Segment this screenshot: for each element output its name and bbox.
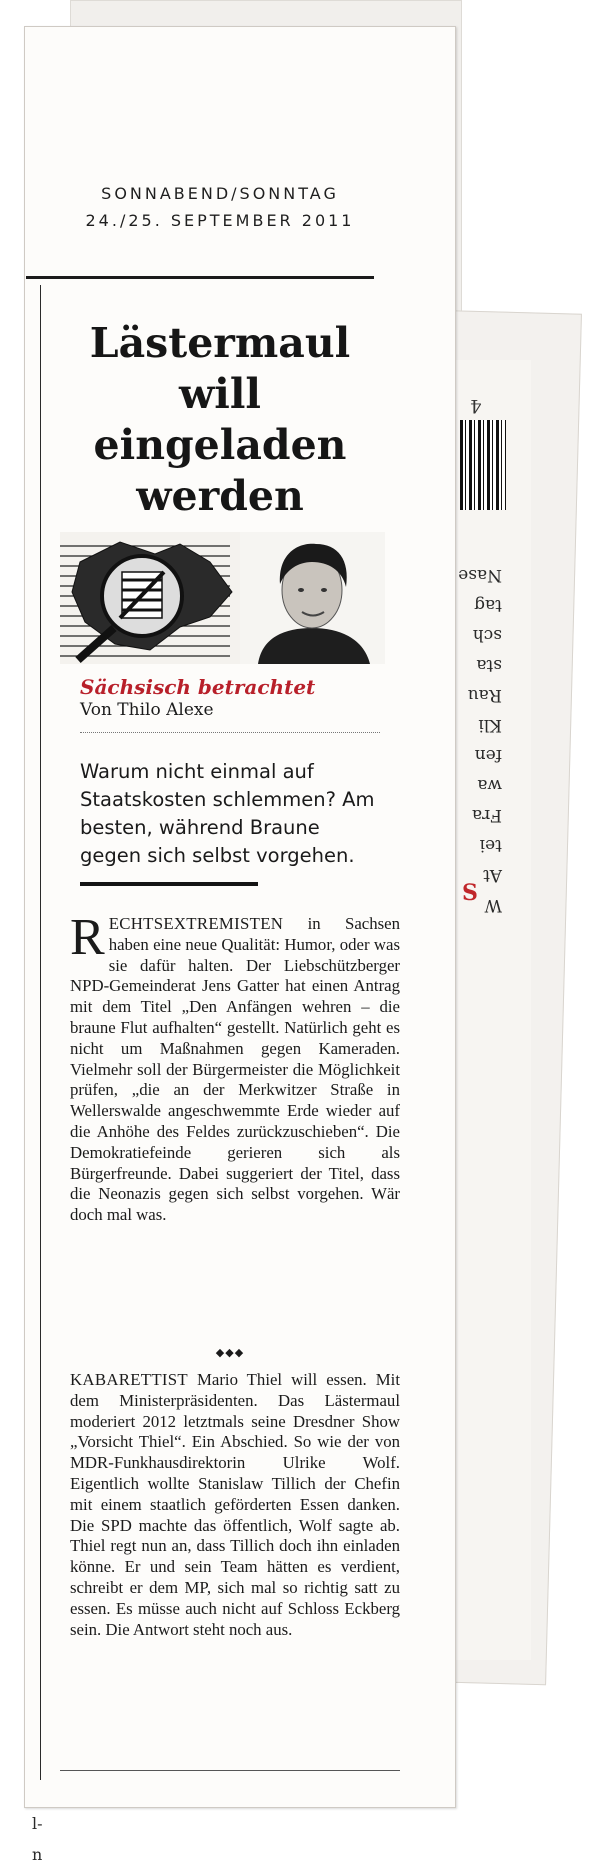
background-fragment: Fra <box>471 805 502 825</box>
background-fragment: At <box>483 865 502 885</box>
drop-cap: R <box>70 909 105 966</box>
article-section-1 <box>70 909 400 1226</box>
section-2-lead: KABARETTIST <box>70 1370 188 1389</box>
teaser: Warum nicht einmal auf Staatskosten schlemmen? Am besten, während Braune gegen sich selbst vorgehen. <box>80 760 375 867</box>
header-rule <box>26 276 374 279</box>
section-1-lead: ECHTSEXTREMISTEN <box>108 914 284 933</box>
section-separator: ◆◆◆ <box>215 1346 245 1359</box>
background-page-number: 4 <box>470 395 482 416</box>
background-fragment: W <box>484 895 502 915</box>
background-text-fragments <box>458 560 502 920</box>
column-rule <box>40 285 41 1780</box>
byline: Von Thilo Alexe <box>80 700 214 720</box>
headline <box>55 318 385 522</box>
background-fragment: Nase <box>458 565 502 585</box>
left-strip-fragment: n <box>32 1845 43 1864</box>
background-fragment: sch <box>472 625 502 645</box>
left-strip-fragment: l- <box>32 1813 43 1833</box>
article-section-2 <box>70 1370 400 1640</box>
background-fragment: wa <box>477 775 502 795</box>
background-fragment: tei <box>479 835 502 855</box>
background-fragment: Rau <box>467 685 502 705</box>
teaser-rule <box>80 882 258 886</box>
bottom-rule <box>60 1770 400 1771</box>
dateline-date: 24./25. SEPTEMBER 2011 <box>85 211 355 230</box>
saxony-coat-of-arms-icon <box>120 572 164 618</box>
headline-line-3: werden <box>136 472 304 520</box>
column-illustration <box>60 532 385 664</box>
background-fragment: tag <box>474 595 502 615</box>
background-fragment: sta <box>476 655 502 675</box>
background-fragment: fen <box>474 745 502 765</box>
dateline <box>40 180 400 234</box>
headline-line-1: Lästermaul <box>89 319 351 367</box>
dotted-divider <box>80 732 380 733</box>
background-fragment: Kli <box>478 715 502 735</box>
headline-line-2: will eingeladen <box>93 370 347 469</box>
section-1-text: in Sachsen haben eine neue Qualität: Humor, oder was sie dafür halten. Der Liebschützberger NPD-Gemeinderat Jens Gatter hat einen Antrag mit dem Titel „Den Anfängen wehren – die braune Flut aufhalten“ gestellt. Natürlich geht es nicht um Maßnahmen gegen Kameraden. Vielmehr soll der Bürgermeister die Möglichkeit prüfen, „die an der Merkwitzer Straße in Wellerswalde angeschwemmte Erde wieder auf die Anhöhe des Feldes zurückzuschieben“. Die Demokratiefeinde gerieren sich als Bürgerfreunde. Dabei suggeriert der Titel, dass die Neonazis gegen sich selbst vorgehen. Wär doch mal was. <box>70 914 400 1225</box>
section-2-text: Mario Thiel will essen. Mit dem Ministerpräsidenten. Das Lästermaul moderiert 2012 letztmals seine Dresdner Show „Vorsicht Thiel“. Ein Abschied. So wie der von MDR-Funkhausdirektorin Ulrike Wolf. Eigentlich wollte Stanislaw Tillich der Chefin mit einem staatlich geförderten Essen danken. Die SPD machte das öffentlich, Wolf sagte ab. Thiel regt nun an, dass Tillich doch ihn einladen könne. Er und sein Team hätten es verdient, schreibt er dem MP, sich mal so richtig satt zu essen. Es müsse auch nicht auf Schloss Eckberg sein. Die Antwort steht noch aus. <box>70 1370 400 1639</box>
dateline-day: SONNABEND/SONNTAG <box>101 184 339 203</box>
column-name: Sächsisch betrachtet <box>80 675 316 699</box>
background-red-fragment: S <box>462 880 478 906</box>
author-portrait <box>240 532 385 664</box>
barcode-icon <box>460 420 506 510</box>
